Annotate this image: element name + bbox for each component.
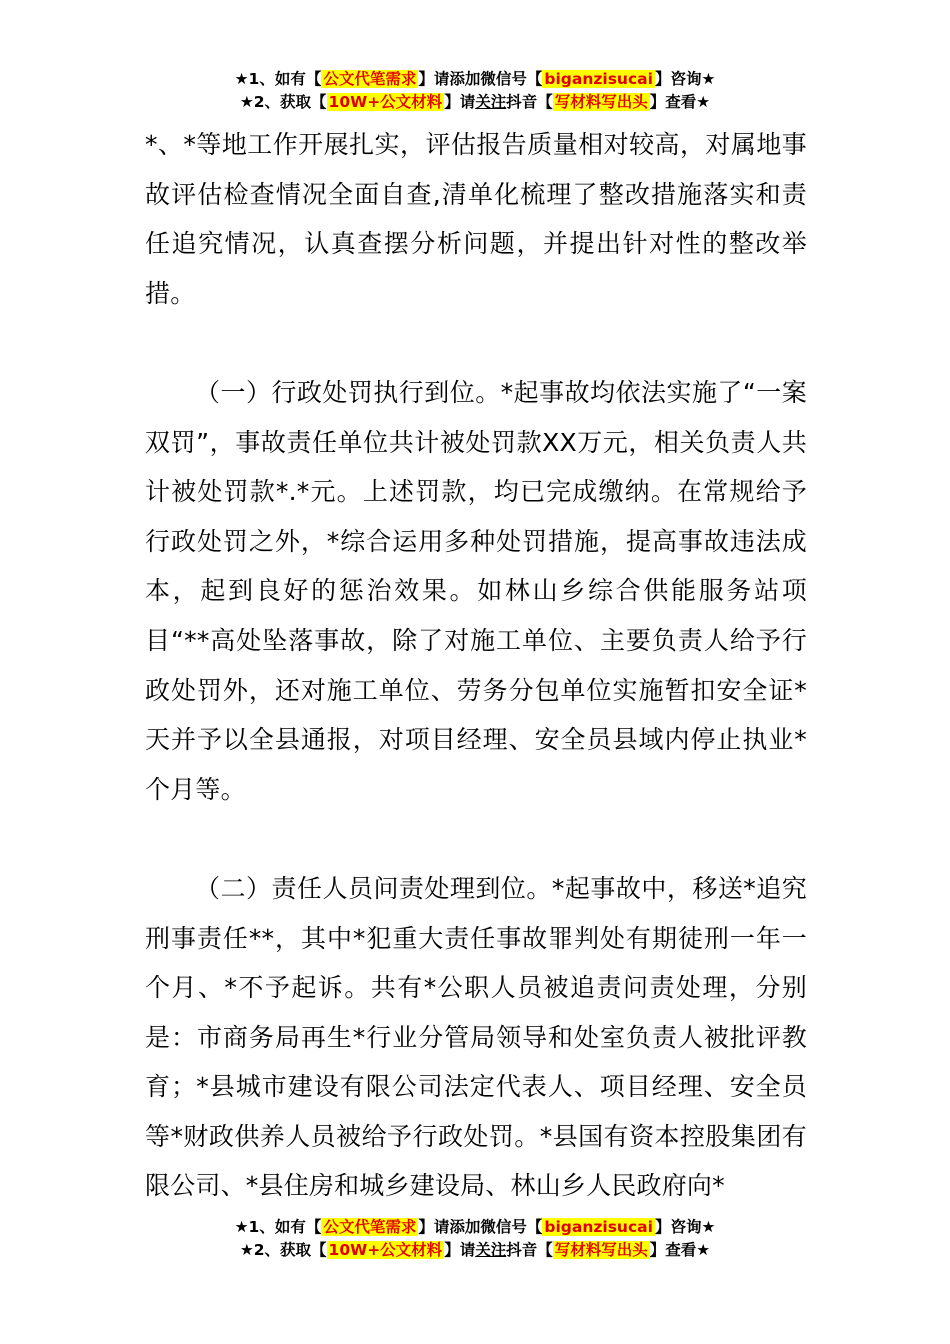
highlight-materials: 10W+公文材料: [328, 1241, 443, 1259]
footer-banner-line-2: ★2、获取【 10W+公文材料 】请关注抖音【 写材料写出头 】查看★: [239, 1241, 711, 1259]
highlight-service: 公文代笔需求: [323, 70, 417, 88]
footer-banner: [0, 1216, 950, 1262]
footer-banner-line-1: ★1、如有【 公文代笔需求 】请添加微信号【 biganzisucai 】咨询★: [234, 1218, 716, 1236]
highlight-materials: 10W+公文材料: [328, 93, 443, 111]
header-banner-line-1: ★1、如有【 公文代笔需求 】请添加微信号【 biganzisucai 】咨询★: [234, 70, 716, 88]
paragraph-intro: *、*等地工作开展扎实，评估报告质量相对较高，对属地事故评估检查情况全面自查,清单化梳理了整改措施落实和责任追究情况，认真查摆分析问题，并提出针对性的整改举措。: [145, 130, 807, 308]
paragraph-administrative-penalty: （一）行政处罚执行到位。*起事故均依法实施了“一案双罚”，事故责任单位共计被处罚款XX万元，相关负责人共计被处罚款*.*元。上述罚款，均已完成缴纳。在常规给予行政处罚之外，*综合运用多种处罚措施，提高事故违法成本，起到良好的惩治效果。如林山乡综合供能服务站项目“**高处坠落事故，除了对施工单位、主要负责人给予行政处罚外，还对施工单位、劳务分包单位实施暂扣安全证*天并予以全县通报，对项目经理、安全员县域内停止执业*个月等。: [145, 377, 807, 804]
underlined-follow: 关注: [475, 93, 507, 111]
document-body: [145, 120, 807, 1211]
underlined-follow: 关注: [475, 1241, 507, 1259]
paragraph-gap: [145, 318, 807, 368]
highlight-service: 公文代笔需求: [323, 1218, 417, 1236]
highlight-douyin-account: 写材料写出头: [554, 93, 648, 111]
highlight-douyin-account: 写材料写出头: [554, 1241, 648, 1259]
paragraph-gap: [145, 814, 807, 864]
paragraph-accountability: （二）责任人员问责处理到位。*起事故中，移送*追究刑事责任**，其中*犯重大责任事故罪判处有期徒刑一年一个月、*不予起诉。共有*公职人员被追责问责处理，分别是：市商务局再生*行业分管局领导和处室负责人被批评教育；*县城市建设有限公司法定代表人、项目经理、安全员等*财政供养人员被给予行政处罚。*县国有资本控股集团有限公司、*县住房和城乡建设局、林山乡人民政府向*: [145, 873, 807, 1201]
highlight-wechat-id: biganzisucai: [544, 1218, 653, 1236]
header-banner: [0, 68, 950, 114]
header-banner-line-2: ★2、获取【 10W+公文材料 】请关注抖音【 写材料写出头 】查看★: [239, 93, 711, 111]
highlight-wechat-id: biganzisucai: [544, 70, 653, 88]
